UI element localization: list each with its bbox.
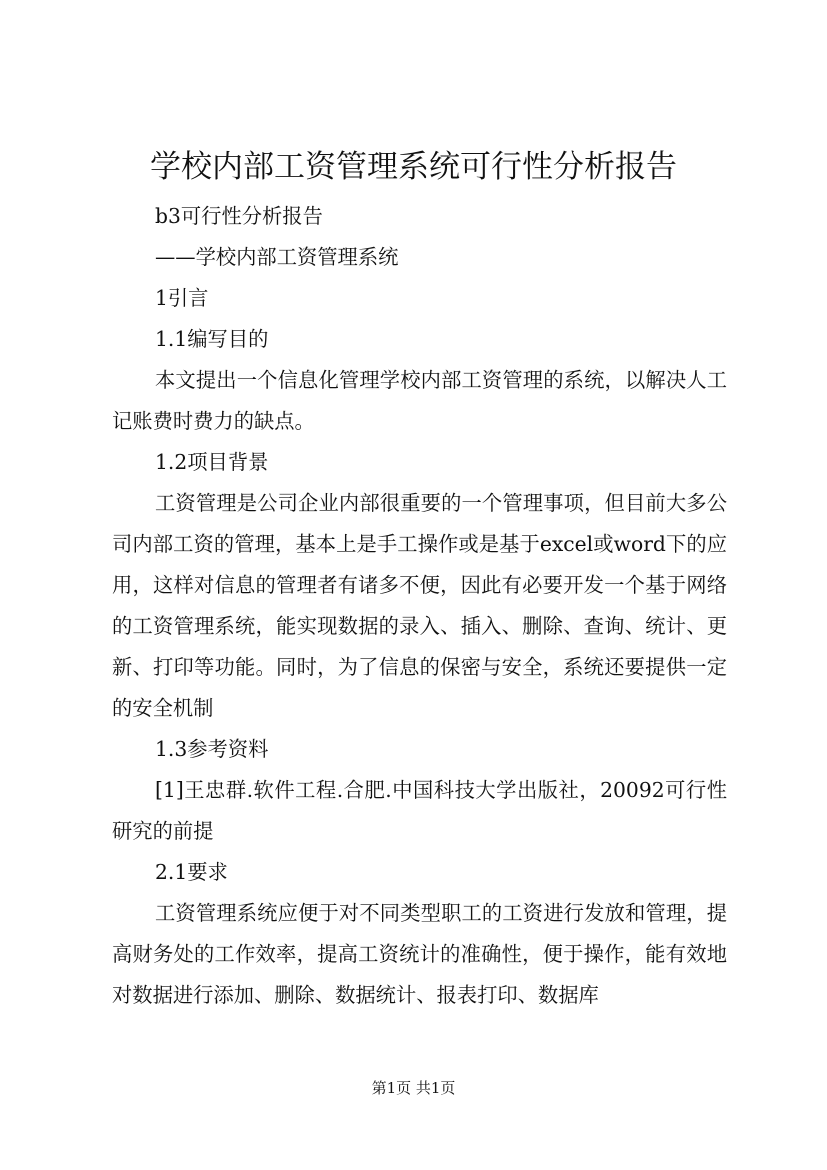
subtitle-line: b3可行性分析报告 (155, 204, 323, 228)
paragraph-reference: [1]王忠群.软件工程.合肥.中国科技大学出版社，20092可行性研究的前提 (112, 778, 727, 843)
section-heading-background: 1.2项目背景 (155, 450, 269, 474)
section-heading-purpose: 1.1编写目的 (155, 327, 269, 351)
paragraph-requirements: 工资管理系统应便于对不同类型职工的工资进行发放和管理，提高财务处的工作效率，提高工资统计的准确性，便于操作，能有效地对数据进行添加、删除、数据统计、报表打印、数据库 (112, 901, 727, 1007)
document-title: 学校内部工资管理系统可行性分析报告 (150, 149, 677, 185)
paragraph-purpose: 本文提出一个信息化管理学校内部工资管理的系统，以解决人工记账费时费力的缺点。 (112, 368, 727, 433)
section-heading-references: 1.3参考资料 (155, 737, 269, 761)
document-body (112, 196, 727, 1016)
section-heading-requirements: 2.1要求 (155, 860, 228, 884)
paragraph-background: 工资管理是公司企业内部很重要的一个管理事项，但目前大多公司内部工资的管理，基本上是手工操作或是基于excel或word下的应用，这样对信息的管理者有诸多不便，因此有必要开发一个基于网络的工资管理系统，能实现数据的录入、插入、删除、查询、统计、更新、打印等功能。同时，为了信息的保密与安全，系统还要提供一定的安全机制 (112, 491, 727, 720)
page-footer: 第1页 共1页 (371, 1079, 456, 1097)
section-heading-introduction: 1引言 (155, 286, 209, 310)
subtitle-system-line: ——学校内部工资管理系统 (155, 245, 399, 269)
